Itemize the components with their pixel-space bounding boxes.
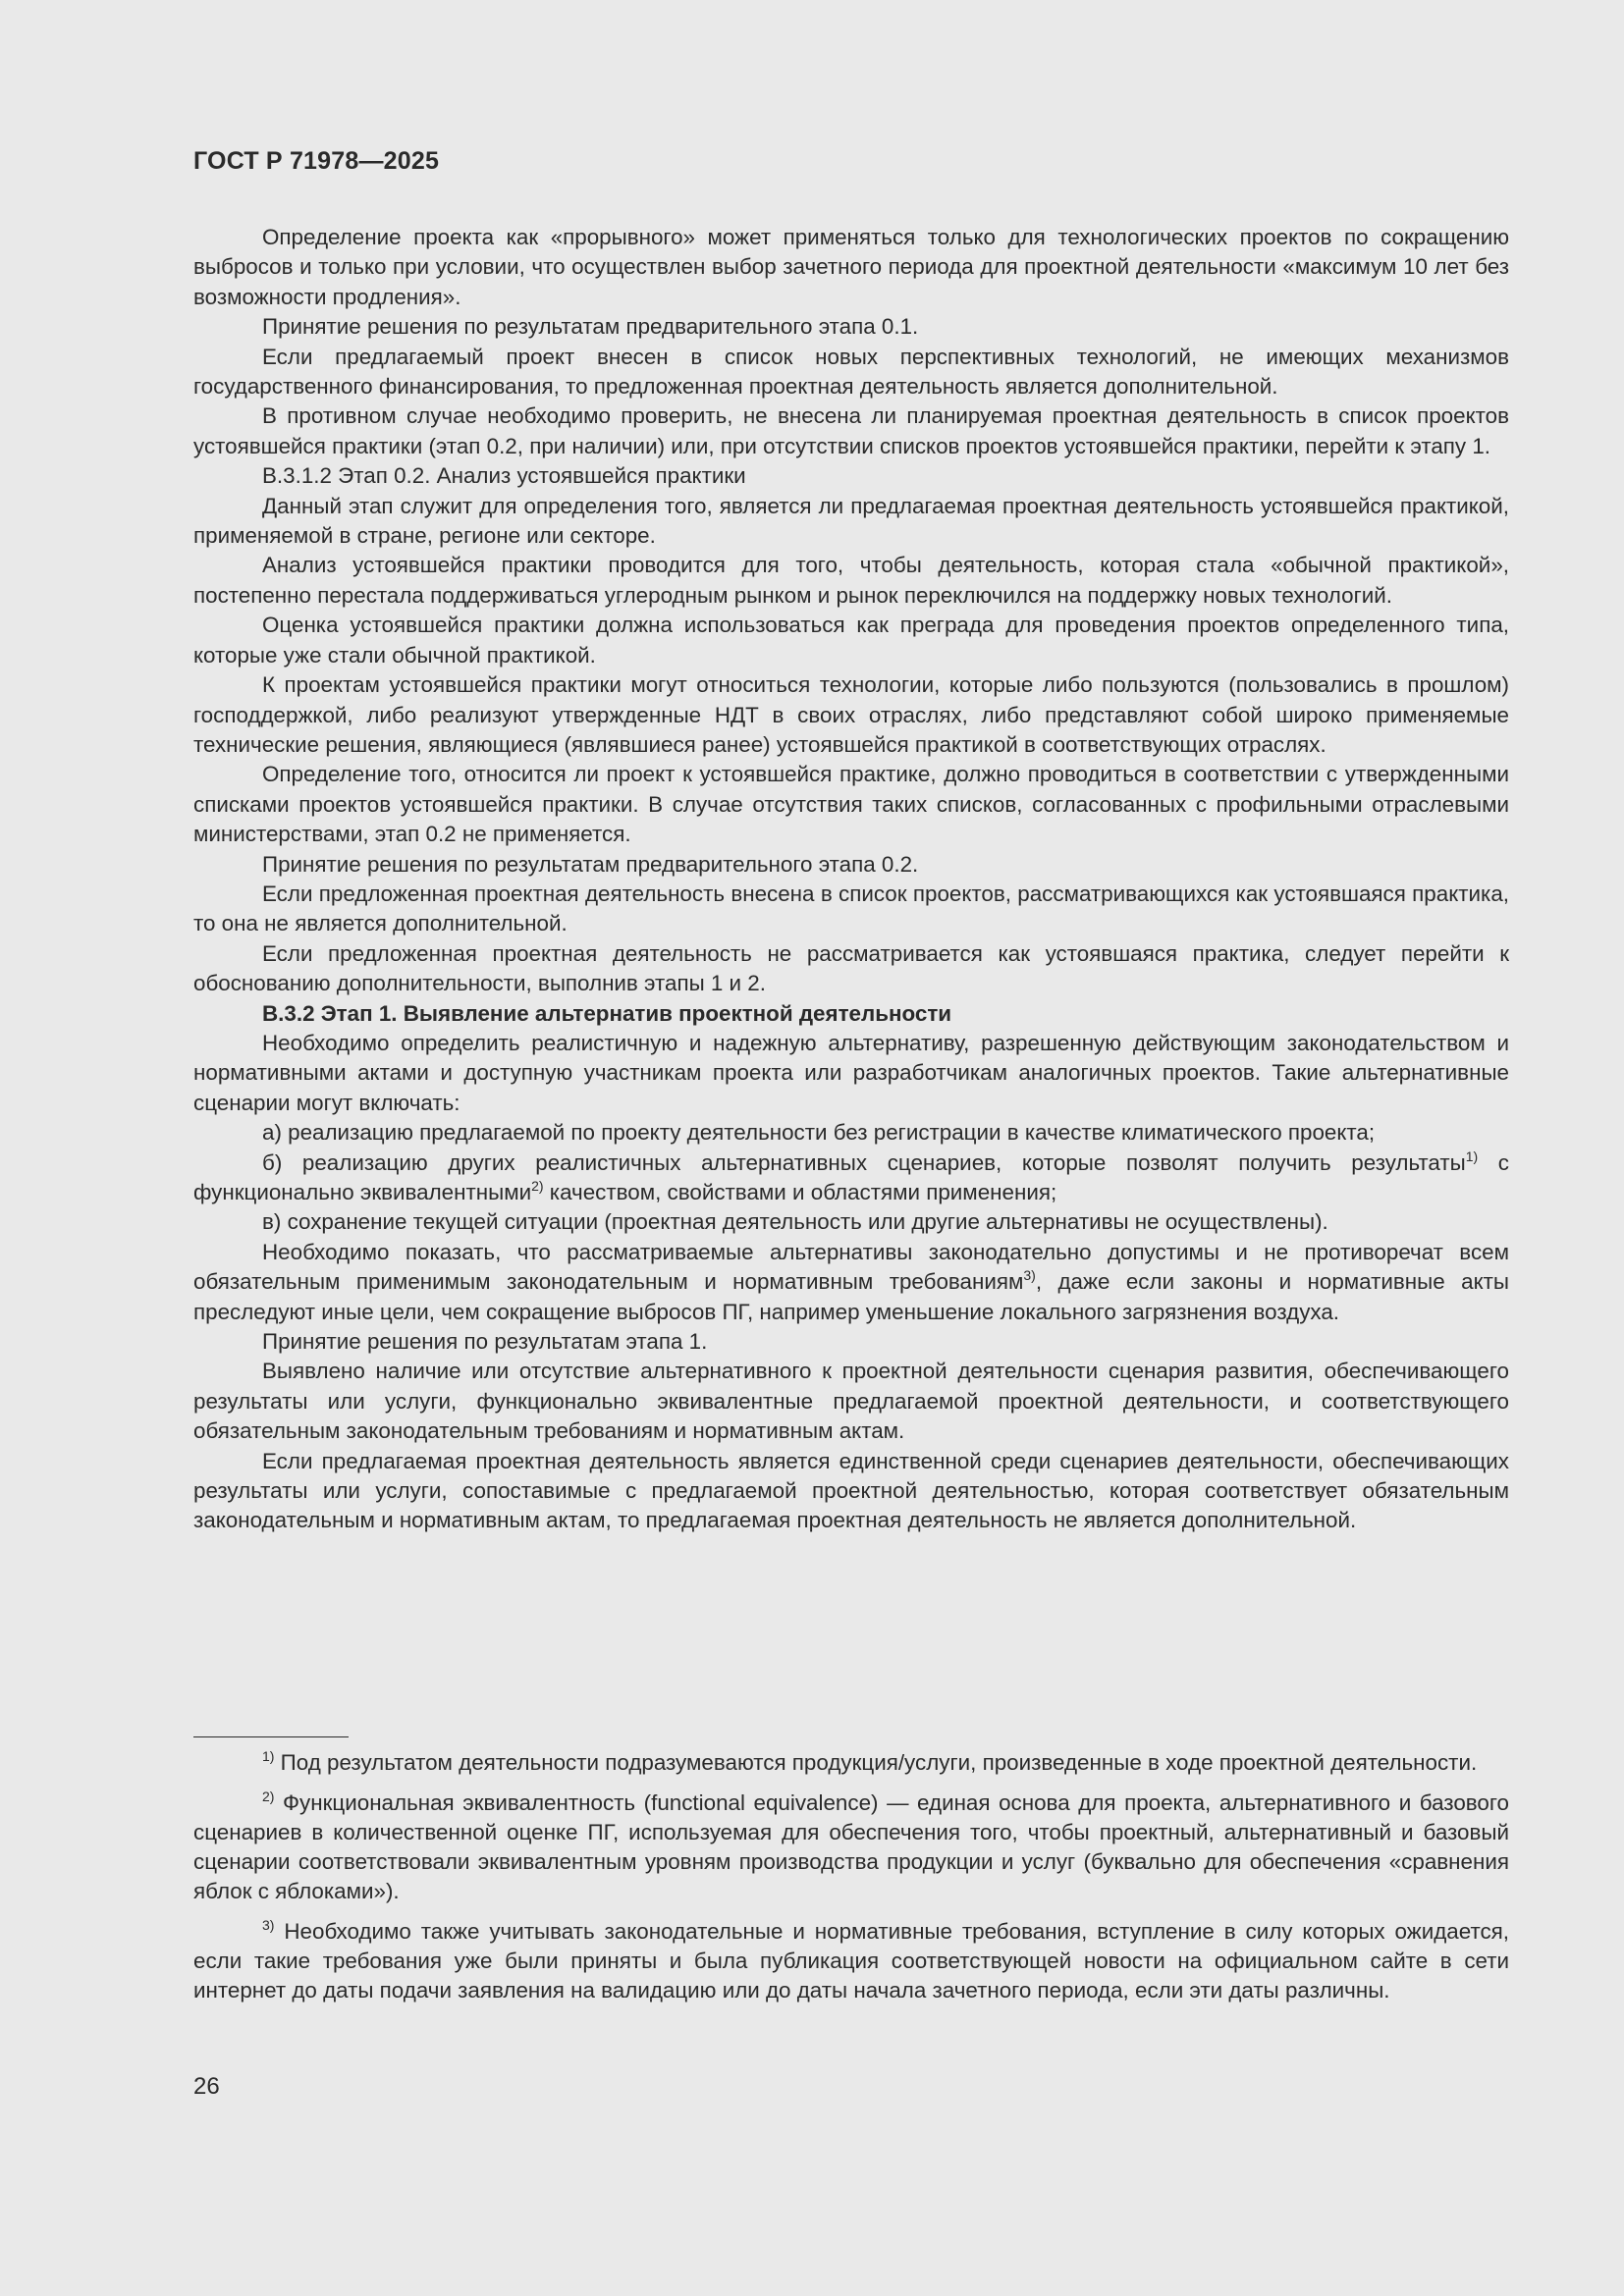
text-run: качеством, свойствами и областями применения; (543, 1180, 1057, 1204)
subsection-heading: В.3.1.2 Этап 0.2. Анализ устоявшейся практики (262, 463, 746, 489)
footnote-text: Под результатом деятельности подразумеваются продукция/услуги, произведенные в ходе проектной деятельности. (274, 1750, 1478, 1775)
footnote-ref[interactable]: 1) (1465, 1148, 1479, 1164)
list-item: а) реализацию предлагаемой по проекту деятельности без регистрации в качестве климатического проекта; (262, 1120, 1376, 1146)
paragraph: Если предложенная проектная деятельность не рассматривается как устоявшаяся практика, следует перейти к обоснованию дополнительности, выполнив этапы 1 и 2. (193, 940, 1509, 996)
footnote-mark: 3) (262, 1917, 275, 1933)
footnote-mark: 2) (262, 1789, 275, 1804)
paragraph: Определение того, относится ли проект к устоявшейся практике, должно проводиться в соответствии с утвержденными списками проектов устоявшейся практики. В случае отсутствия таких списков, согласованных с профильными отраслевыми министерствами, этап 0.2 не применяется. (193, 762, 1509, 847)
paragraph: Принятие решения по результатам предварительного этапа 0.2. (262, 851, 919, 877)
text-run: Необходимо показать, что рассматриваемые альтернативы законодательно допустимы и не противоречат всем обязательным применимым законодательным и нормативным требованиям (193, 1239, 1509, 1295)
footnote (193, 1789, 1509, 1906)
paragraph: Если предлагаемая проектная деятельность является единственной среди сценариев деятельности, обеспечивающих результаты или услуги, сопоставимые с предлагаемой проектной деятельностью, которая соответствует обязательным законодательным и нормативным актам, то предлагаемая проектная деятельность не является дополнительной. (193, 1448, 1509, 1533)
document-header: ГОСТ Р 71978—2025 (193, 147, 440, 175)
list-item: в) сохранение текущей ситуации (проектная деятельность или другие альтернативы не осуществлены). (262, 1209, 1328, 1235)
section-heading: В.3.2 Этап 1. Выявление альтернатив проектной деятельности (262, 1000, 952, 1026)
footnote-divider (193, 1736, 349, 1737)
paragraph: Данный этап служит для определения того, является ли предлагаемая проектная деятельность устоявшейся практикой, применяемой в стране, регионе или секторе. (193, 493, 1509, 549)
text-run: б) реализацию других реалистичных альтернативных сценариев, которые позволят получить результаты (262, 1149, 1466, 1175)
footnote-ref[interactable]: 2) (531, 1178, 544, 1194)
paragraph: Если предлагаемый проект внесен в список новых перспективных технологий, не имеющих механизмов государственного финансирования, то предложенная проектная деятельность является дополнительной. (193, 344, 1509, 400)
footnote-mark: 1) (262, 1748, 275, 1764)
paragraph: Принятие решения по результатам этапа 1. (262, 1329, 708, 1355)
paragraph: Если предложенная проектная деятельность внесена в список проектов, рассматривающихся как устоявшаяся практика, то она не является дополнительной. (193, 881, 1509, 936)
footnote-text: Необходимо также учитывать законодательные и нормативные требования, вступление в силу которых ожидается, если такие требования уже были приняты и была публикация соответствующей новости на официальном сайте в сети интернет до даты подачи заявления на валидацию или до даты начала зачетного периода, если эти даты различны. (193, 1919, 1509, 2002)
paragraph: Оценка устоявшейся практики должна использоваться как преграда для проведения проектов определенного типа, которые уже стали обычной практикой. (193, 613, 1509, 667)
text-run: с функционально эквивалентными (193, 1149, 1509, 1204)
paragraph: Выявлено наличие или отсутствие альтернативного к проектной деятельности сценария развития, обеспечивающего результаты или услуги, функционально эквивалентные предлагаемой проектной деятельности, и соответствующего обязательным законодательным требованиям и нормативным актам. (193, 1359, 1509, 1444)
paragraph: Определение проекта как «прорывного» может применяться только для технологических проектов по сокращению выбросов и только при условии, что осуществлен выбор зачетного периода для проектной деятельности «максимум 10 лет без возможности продления». (193, 225, 1509, 309)
footnote (193, 1917, 1509, 2005)
footnote-ref[interactable]: 3) (1023, 1267, 1036, 1284)
paragraph: Анализ устоявшейся практики проводится для того, чтобы деятельность, которая стала «обычной практикой», постепенно перестала поддерживаться углеродным рынком и рынок переключился на поддержку новых технологий. (193, 553, 1509, 608)
paragraph: Необходимо определить реалистичную и надежную альтернативу, разрешенную действующим законодательством и нормативными актами и доступную участникам проекта или разработчикам аналогичных проектов. Такие альтернативные сценарии могут включать: (193, 1030, 1509, 1115)
page-number: 26 (193, 2073, 220, 2100)
paragraph: К проектам устоявшейся практики могут относиться технологии, которые либо пользуются (пользовались в прошлом) господдержкой, либо реализуют утвержденные НДТ в своих отраслях, либо представляют собой широко применяемые технические решения, являющиеся (являвшиеся ранее) устоявшейся практикой в соответствующих отраслях. (193, 672, 1509, 757)
footnote (193, 1748, 1509, 1778)
text-run: , даже если законы и нормативные акты преследуют иные цели, чем сокращение выбросов ПГ, например уменьшение локального загрязнения воздуха. (193, 1269, 1509, 1324)
paragraph (193, 1238, 1509, 1327)
list-item (193, 1148, 1509, 1208)
footnote-text: Функциональная эквивалентность (functional equivalence) — единая основа для проекта, альтернативного и базового сценариев в количественной оценке ПГ, используемая для обеспечения того, чтобы проектный, альтернативный и базовый сценарии соответствовали эквивалентным уровням производства продукции и услуг (буквально для обеспечения «сравнения яблок с яблоками»). (193, 1790, 1509, 1903)
paragraph: В противном случае необходимо проверить, не внесена ли планируемая проектная деятельность в список проектов устоявшейся практики (этап 0.2, при наличии) или, при отсутствии списков проектов устоявшейся практики, перейти к этапу 1. (193, 403, 1509, 458)
footnotes (193, 1748, 1509, 2016)
paragraph: Принятие решения по результатам предварительного этапа 0.1. (262, 314, 919, 340)
main-text (193, 223, 1509, 1536)
